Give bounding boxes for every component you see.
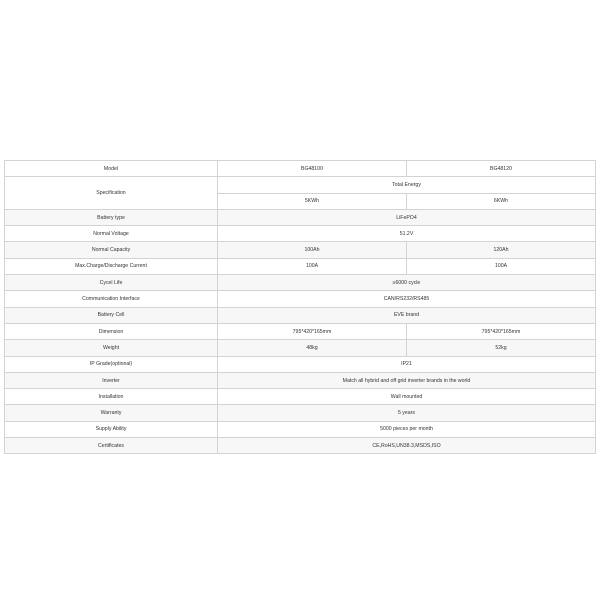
supply-ability-label: Supply Ability <box>5 421 218 437</box>
table-row <box>5 291 596 307</box>
battery-type-value: LiFePO4 <box>218 209 596 225</box>
normal-voltage-label: Normal Voltage <box>5 226 218 242</box>
table-row <box>5 372 596 388</box>
warranty-label: Warranty <box>5 405 218 421</box>
table-row <box>5 340 596 356</box>
dimension-bg48120: 795*420*165mm <box>407 323 596 339</box>
warranty-value: 5 years <box>218 405 596 421</box>
dimension-label: Dimension <box>5 323 218 339</box>
weight-bg48100: 48kg <box>218 340 407 356</box>
inverter-label: Inverter <box>5 372 218 388</box>
weight-label: Weight <box>5 340 218 356</box>
energy-bg48100: 5KWh <box>218 193 407 209</box>
table-row <box>5 226 596 242</box>
model-bg48100: BG48100 <box>218 161 407 177</box>
battery-type-label: Battery type <box>5 209 218 225</box>
certificates-label: Certificates <box>5 438 218 454</box>
normal-capacity-bg48120: 120Ah <box>407 242 596 258</box>
table-row <box>5 356 596 372</box>
dimension-bg48100: 795*420*165mm <box>218 323 407 339</box>
table-row <box>5 307 596 323</box>
energy-bg48120: 6KWh <box>407 193 596 209</box>
ip-grade-label: IP Grade(optional) <box>5 356 218 372</box>
table-row <box>5 438 596 454</box>
comm-interface-label: Communication Interface <box>5 291 218 307</box>
normal-voltage-value: 51.2V <box>218 226 596 242</box>
inverter-value: Match all hybrid and off grid inverter brands in the world <box>218 372 596 388</box>
installation-label: Installation <box>5 389 218 405</box>
installation-value: Wall mounted <box>218 389 596 405</box>
cycle-life-value: ≥6000 cycle <box>218 275 596 291</box>
model-bg48120: BG48120 <box>407 161 596 177</box>
max-current-label: Max.Charge/Discharge Current <box>5 258 218 274</box>
table-row <box>5 177 596 193</box>
specification-label: Specification <box>5 177 218 210</box>
table-row <box>5 242 596 258</box>
ip-grade-value: IP21 <box>218 356 596 372</box>
table-row <box>5 389 596 405</box>
battery-cell-label: Battery Cell <box>5 307 218 323</box>
normal-capacity-bg48100: 100Ah <box>218 242 407 258</box>
model-label: Model <box>5 161 218 177</box>
table-row <box>5 275 596 291</box>
table-row <box>5 405 596 421</box>
supply-ability-value: 5000 pieces per month <box>218 421 596 437</box>
normal-capacity-label: Normal Capacity <box>5 242 218 258</box>
battery-cell-value: EVE brand <box>218 307 596 323</box>
cycle-life-label: Cycel Life <box>5 275 218 291</box>
total-energy-label: Total Energy <box>218 177 596 193</box>
table-row <box>5 161 596 177</box>
table-row <box>5 421 596 437</box>
table-row <box>5 323 596 339</box>
max-current-bg48100: 100A <box>218 258 407 274</box>
weight-bg48120: 52kg <box>407 340 596 356</box>
spec-table <box>4 160 596 454</box>
comm-interface-value: CAN/RS232/RS485 <box>218 291 596 307</box>
table-row <box>5 209 596 225</box>
certificates-value: CE,RoHS,UN38.3,MSDS,ISO <box>218 438 596 454</box>
max-current-bg48120: 100A <box>407 258 596 274</box>
table-row <box>5 258 596 274</box>
